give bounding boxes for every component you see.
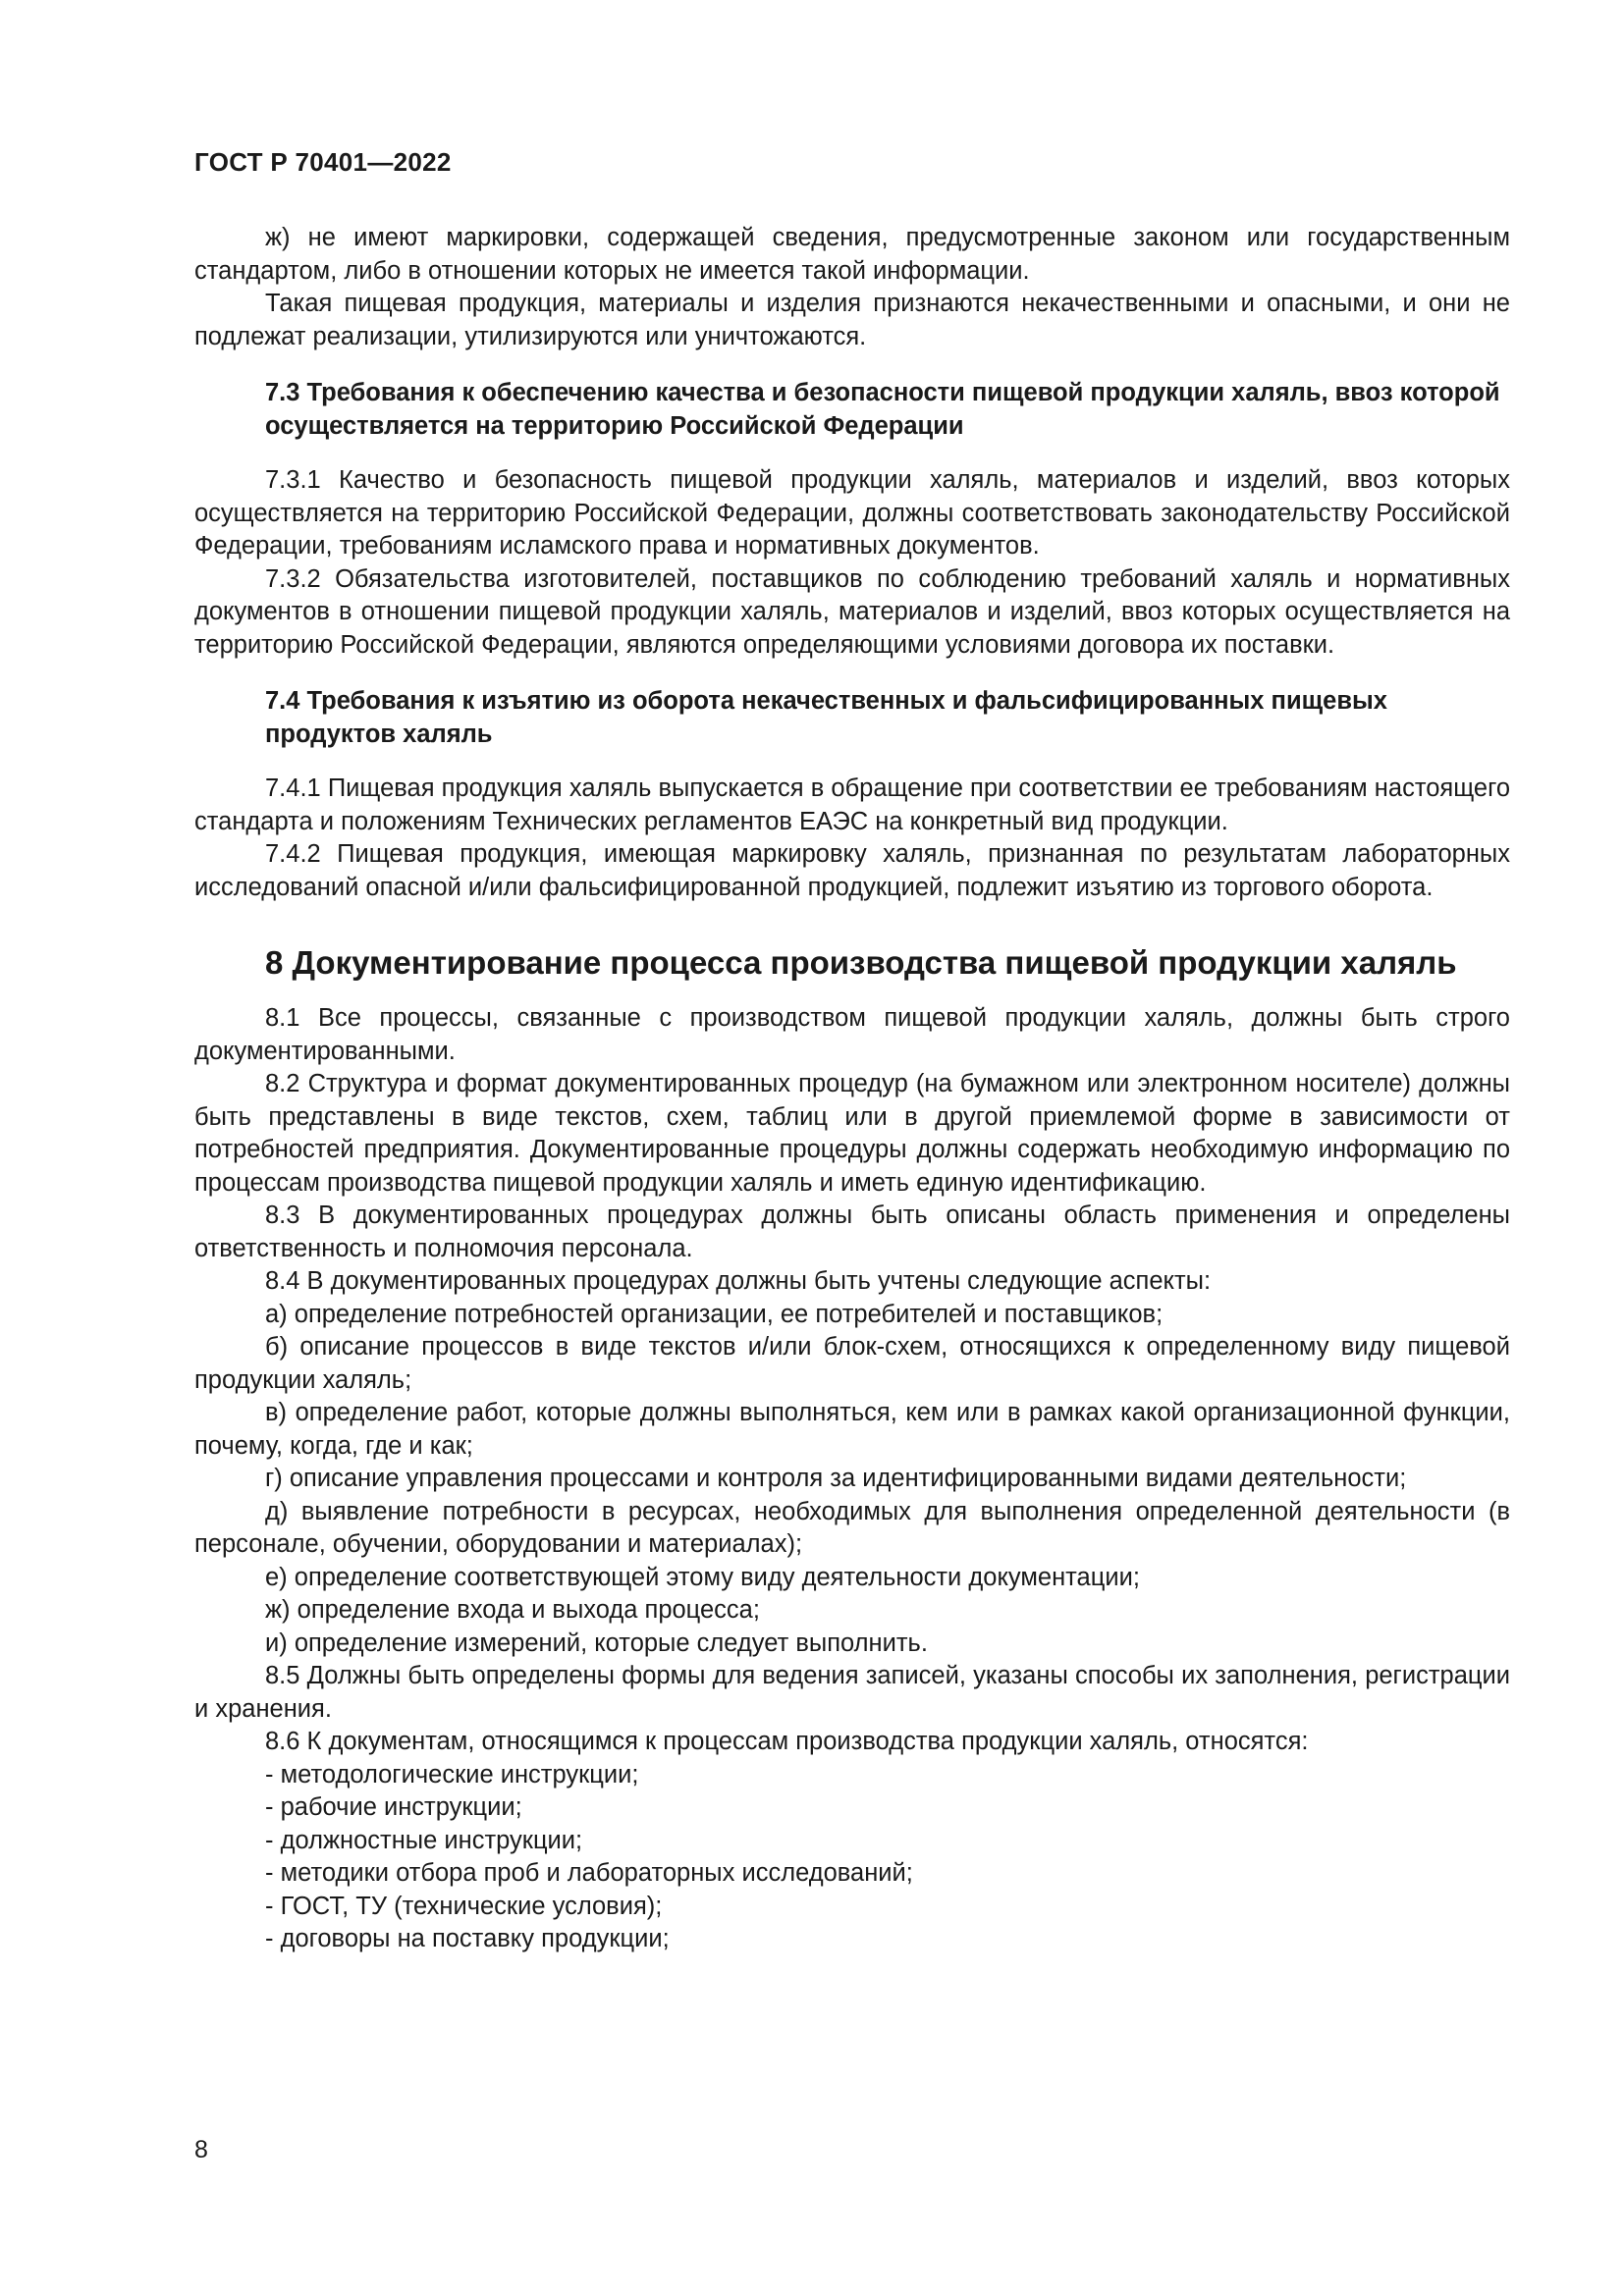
paragraph-8-3: 8.3 В документированных процедурах должны быть описаны область применения и определены ответственность и полномочия персонала.: [194, 1201, 1510, 1262]
aspect-item: б) описание процессов в виде текстов и/или блок-схем, относящихся к определенному виду пищевой продукции халяль;: [194, 1333, 1510, 1394]
paragraph: Такая пищевая продукция, материалы и изделия признаются некачественными и опасными, и они не подлежат реализации, утилизируются или уничтожаются.: [194, 290, 1510, 350]
section-heading-7-4: 7.4 Требования к изъятию из оборота некачественных и фальсифицированных пищевых продуктов халяль: [265, 687, 1387, 748]
aspect-item: е) определение соответствующей этому виду деятельности документации;: [265, 1563, 1140, 1591]
paragraph-7-3-2: 7.3.2 Обязательства изготовителей, поставщиков по соблюдению требований халяль и нормативных документов в отношении пищевой продукции халяль, материалов и изделий, ввоз которых осуществляется на территорию Российской Федерации, являются определяющими условиями договора их поставки.: [194, 564, 1510, 659]
paragraph-7-3-1: 7.3.1 Качество и безопасность пищевой продукции халяль, материалов и изделий, ввоз которых осуществляется на территорию Российской Федерации, должны соответствовать законодательству Российской Федерации, требованиям исламского права и нормативных документов.: [194, 466, 1510, 560]
document-body: [194, 222, 1510, 1956]
paragraph: ж) не имеют маркировки, содержащей сведения, предусмотренные законом или государственным стандартом, либо в отношении которых не имеется такой информации.: [194, 224, 1510, 285]
list-item: - договоры на поставку продукции;: [265, 1925, 670, 1952]
paragraph-8-1: 8.1 Все процессы, связанные с производством пищевой продукции халяль, должны быть строго документированными.: [194, 1004, 1510, 1065]
list-item: - рабочие инструкции;: [265, 1793, 522, 1821]
paragraph-8-6: 8.6 К документам, относящимся к процессам производства продукции халяль, относятся:: [265, 1728, 1309, 1755]
aspect-item: ж) определение входа и выхода процесса;: [265, 1596, 760, 1624]
documents-list: [194, 1759, 1510, 1956]
list-item: - методологические инструкции;: [265, 1760, 639, 1789]
aspect-item: г) описание управления процессами и контроля за идентифицированными видами деятельности;: [265, 1465, 1407, 1492]
aspect-item: в) определение работ, которые должны выполняться, кем или в рамках какой организационной функции, почему, когда, где и как;: [194, 1399, 1510, 1460]
paragraph-8-2: 8.2 Структура и формат документированных процедур (на бумажном или электронном носителе) должны быть представлены в виде текстов, схем, таблиц или в другой приемлемой форме в зависимости от потребностей предприятия. Документированные процедуры должны содержать необходимую информацию по процессам производства пищевой продукции халяль и иметь единую идентификацию.: [194, 1070, 1510, 1197]
aspect-item: д) выявление потребности в ресурсах, необходимых для выполнения определенной деятельности (в персонале, обучении, оборудовании и материалах);: [194, 1497, 1510, 1558]
section-heading-8: 8 Документирование процесса производства пищевой продукции халяль: [265, 944, 1457, 981]
section-heading-7-3: 7.3 Требования к обеспечению качества и безопасности пищевой продукции халяль, ввоз которой осуществляется на территорию Российской Федерации: [265, 379, 1500, 440]
page-number: 8: [194, 2136, 208, 2163]
list-item: - ГОСТ, ТУ (технические условия);: [265, 1892, 663, 1920]
standard-code-header: ГОСТ Р 70401—2022: [194, 147, 452, 177]
list-item: - должностные инструкции;: [265, 1826, 583, 1854]
aspect-item: и) определение измерений, которые следует выполнить.: [265, 1629, 928, 1657]
paragraph-8-5: 8.5 Должны быть определены формы для ведения записей, указаны способы их заполнения, регистрации и хранения.: [194, 1662, 1510, 1723]
list-item: - методики отбора проб и лабораторных исследований;: [265, 1859, 913, 1887]
paragraph-7-4-2: 7.4.2 Пищевая продукция, имеющая маркировку халяль, признанная по результатам лабораторных исследований опасной и/или фальсифицированной продукцией, подлежит изъятию из торгового оборота.: [194, 840, 1510, 901]
aspect-item: а) определение потребностей организации, ее потребителей и поставщиков;: [265, 1300, 1164, 1328]
paragraph-8-4: 8.4 В документированных процедурах должны быть учтены следующие аспекты:: [265, 1267, 1212, 1295]
paragraph-7-4-1: 7.4.1 Пищевая продукция халяль выпускается в обращение при соответствии ее требованиям настоящего стандарта и положениям Технических регламентов ЕАЭС на конкретный вид продукции.: [194, 774, 1510, 835]
